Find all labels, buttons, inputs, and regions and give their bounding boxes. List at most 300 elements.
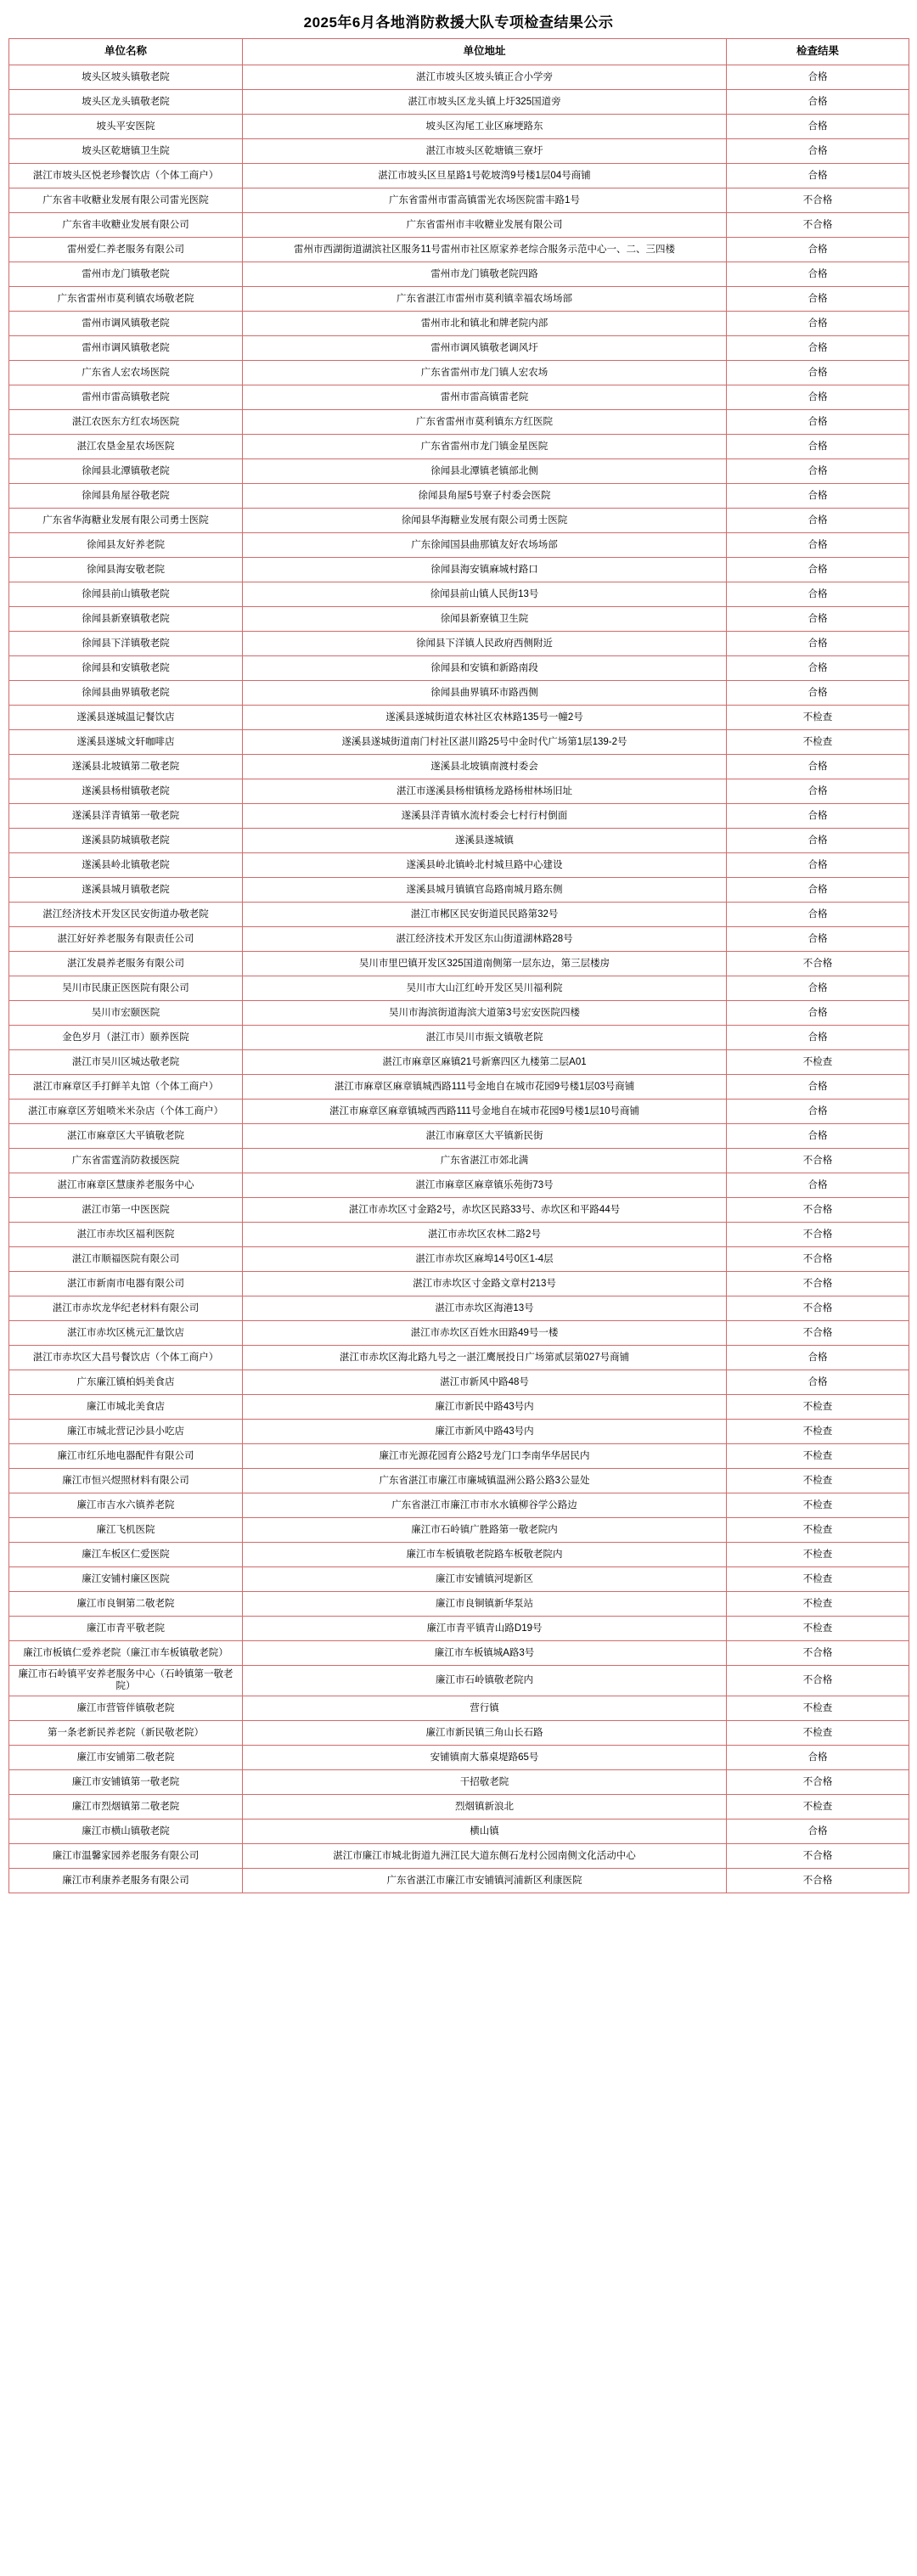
cell-unit-name: 湛江市赤坎龙华纪老材料有限公司 [9, 1296, 243, 1321]
table-header [9, 39, 909, 65]
cell-result: 不合格 [727, 1769, 909, 1794]
cell-unit-name: 徐闻县前山镇敬老院 [9, 582, 243, 607]
column-header-unit-name: 单位名称 [9, 39, 243, 65]
table-header-row [9, 39, 909, 65]
cell-unit-name: 广东省丰收糖业发展有限公司雷光医院 [9, 188, 243, 213]
cell-unit-name: 吴川市民康正医医院有限公司 [9, 976, 243, 1001]
cell-unit-name: 徐闻县下洋镇敬老院 [9, 632, 243, 656]
cell-result: 不检查 [727, 1696, 909, 1720]
cell-unit-name: 湛江市第一中医医院 [9, 1198, 243, 1223]
cell-unit-name: 廉江市恒兴煜照材料有限公司 [9, 1469, 243, 1493]
column-header-result: 检查结果 [727, 39, 909, 65]
cell-result: 不合格 [727, 1272, 909, 1296]
cell-unit-name: 廉江市安铺镇第一敬老院 [9, 1769, 243, 1794]
cell-unit-name: 湛江经济技术开发区民安街道办敬老院 [9, 903, 243, 927]
table-row [9, 755, 909, 779]
cell-unit-name: 金色岁月（湛江市）颐养医院 [9, 1026, 243, 1050]
cell-unit-name: 遂溪县遂城温记餐饮店 [9, 706, 243, 730]
cell-unit-name: 廉江市板镇仁爱养老院（廉江市车板镇敬老院） [9, 1641, 243, 1666]
cell-unit-address: 湛江市坡头区龙头镇上圩325国道旁 [243, 90, 727, 115]
cell-unit-address: 徐闻县华海糖业发展有限公司勇士医院 [243, 509, 727, 533]
cell-unit-name: 雷州市调风镇敬老院 [9, 336, 243, 361]
cell-unit-address: 遂溪县遂城街道农林社区农林路135号一幢2号 [243, 706, 727, 730]
cell-unit-name: 遂溪县岭北镇敬老院 [9, 853, 243, 878]
table-row [9, 139, 909, 164]
table-row [9, 1592, 909, 1617]
table-row [9, 361, 909, 385]
cell-result: 不检查 [727, 1592, 909, 1617]
cell-unit-name: 徐闻县新寮镇敬老院 [9, 607, 243, 632]
table-row [9, 1223, 909, 1247]
cell-result: 不合格 [727, 1641, 909, 1666]
cell-unit-name: 坡头区乾塘镇卫生院 [9, 139, 243, 164]
cell-unit-address: 广东省湛江市雷州市莫利镇幸福农场场部 [243, 287, 727, 312]
cell-unit-name: 廉江市石岭镇平安养老服务中心（石岭镇第一敬老院） [9, 1666, 243, 1696]
cell-result: 合格 [727, 1075, 909, 1100]
table-row [9, 1769, 909, 1794]
table-row [9, 385, 909, 410]
table-row [9, 262, 909, 287]
cell-unit-address: 雷州市雷高镇雷老院 [243, 385, 727, 410]
cell-result: 合格 [727, 90, 909, 115]
table-row [9, 484, 909, 509]
table-row [9, 164, 909, 188]
table-row [9, 804, 909, 829]
cell-result: 不合格 [727, 1149, 909, 1173]
table-row [9, 681, 909, 706]
cell-unit-address: 营行镇 [243, 1696, 727, 1720]
cell-unit-name: 廉江市烈烟镇第二敬老院 [9, 1794, 243, 1819]
cell-result: 合格 [727, 632, 909, 656]
table-row [9, 1198, 909, 1223]
cell-unit-address: 湛江经济技术开发区东山街道湖林路28号 [243, 927, 727, 952]
cell-unit-name: 徐闻县角屋谷敬老院 [9, 484, 243, 509]
cell-unit-address: 廉江市良铜镇新华泵站 [243, 1592, 727, 1617]
cell-result: 合格 [727, 312, 909, 336]
cell-result: 不检查 [727, 1543, 909, 1567]
cell-unit-address: 广东省雷州市莫利镇东方红医院 [243, 410, 727, 435]
cell-result: 不检查 [727, 1469, 909, 1493]
cell-result: 合格 [727, 1001, 909, 1026]
table-row [9, 213, 909, 238]
cell-result: 合格 [727, 336, 909, 361]
inspection-results-table [8, 38, 909, 1893]
cell-result: 合格 [727, 878, 909, 903]
cell-result: 合格 [727, 65, 909, 90]
cell-result: 合格 [727, 509, 909, 533]
cell-result: 合格 [727, 607, 909, 632]
cell-unit-address: 廉江市车板镇敬老院路车板敬老院内 [243, 1543, 727, 1567]
cell-unit-name: 廉江市红乐地电器配件有限公司 [9, 1444, 243, 1469]
table-row [9, 656, 909, 681]
cell-unit-address: 廉江市车板镇城A路3号 [243, 1641, 727, 1666]
table-row [9, 730, 909, 755]
table-row [9, 1296, 909, 1321]
cell-unit-address: 雷州市北和镇北和牌老院内部 [243, 312, 727, 336]
cell-result: 不合格 [727, 1843, 909, 1868]
table-row [9, 1493, 909, 1518]
cell-result: 合格 [727, 1745, 909, 1769]
cell-unit-name: 廉江市城北美食店 [9, 1395, 243, 1420]
cell-unit-address: 吴川市海滨街道海滨大道第3号宏安医院四楼 [243, 1001, 727, 1026]
cell-unit-address: 遂溪县北坡镇南渡村委会 [243, 755, 727, 779]
cell-unit-address: 广东省湛江市廉江市市水水镇柳谷学公路边 [243, 1493, 727, 1518]
cell-result: 合格 [727, 238, 909, 262]
table-row [9, 65, 909, 90]
cell-unit-name: 坡头平安医院 [9, 115, 243, 139]
cell-result: 不检查 [727, 1720, 909, 1745]
table-row [9, 287, 909, 312]
cell-result: 不检查 [727, 1050, 909, 1075]
cell-unit-name: 雷州市调风镇敬老院 [9, 312, 243, 336]
cell-result: 不检查 [727, 706, 909, 730]
cell-unit-address: 湛江市麻章区麻章镇城西路111号金地自在城市花园9号楼1层03号商铺 [243, 1075, 727, 1100]
cell-unit-name: 遂溪县遂城文轩咖啡店 [9, 730, 243, 755]
cell-unit-address: 徐闻县海安镇麻城村路口 [243, 558, 727, 582]
cell-unit-address: 湛江市廉江市城北街道九洲江民大道东侧石龙村公园南侧文化活动中心 [243, 1843, 727, 1868]
table-row [9, 976, 909, 1001]
cell-result: 合格 [727, 385, 909, 410]
cell-unit-name: 遂溪县杨柑镇敬老院 [9, 779, 243, 804]
cell-unit-name: 吴川市宏颐医院 [9, 1001, 243, 1026]
cell-unit-address: 徐闻县前山镇人民街13号 [243, 582, 727, 607]
table-row [9, 459, 909, 484]
cell-unit-address: 雷州市西湖街道湖滨社区服务11号雷州市社区原家养老综合服务示范中心一、二、三四楼 [243, 238, 727, 262]
cell-result: 不合格 [727, 1247, 909, 1272]
table-row [9, 779, 909, 804]
cell-result: 合格 [727, 853, 909, 878]
table-row [9, 1696, 909, 1720]
cell-unit-address: 湛江市赤坎区农林二路2号 [243, 1223, 727, 1247]
table-row [9, 1720, 909, 1745]
table-row [9, 1173, 909, 1198]
cell-result: 合格 [727, 804, 909, 829]
cell-result: 合格 [727, 1124, 909, 1149]
cell-unit-name: 湛江市赤坎区福利医院 [9, 1223, 243, 1247]
cell-unit-address: 徐闻县下洋镇人民政府西侧附近 [243, 632, 727, 656]
cell-unit-name: 广东省雷霆消防救援医院 [9, 1149, 243, 1173]
cell-unit-address: 湛江市赤坎区麻埠14号0区1-4层 [243, 1247, 727, 1272]
cell-unit-name: 遂溪县防城镇敬老院 [9, 829, 243, 853]
cell-unit-name: 湛江市麻章区大平镇敬老院 [9, 1124, 243, 1149]
cell-result: 合格 [727, 656, 909, 681]
cell-unit-name: 第一条老新民养老院（新民敬老院） [9, 1720, 243, 1745]
table-row [9, 927, 909, 952]
cell-result: 不检查 [727, 1567, 909, 1592]
table-row [9, 533, 909, 558]
cell-unit-name: 遂溪县城月镇敬老院 [9, 878, 243, 903]
cell-unit-name: 遂溪县北坡镇第二敬老院 [9, 755, 243, 779]
table-row [9, 410, 909, 435]
table-row [9, 903, 909, 927]
table-row [9, 1149, 909, 1173]
cell-result: 合格 [727, 484, 909, 509]
cell-unit-address: 湛江市赤坎区寸金路2号，赤坎区民路33号、赤坎区和平路44号 [243, 1198, 727, 1223]
cell-result: 不合格 [727, 1321, 909, 1346]
table-row [9, 853, 909, 878]
cell-result: 合格 [727, 361, 909, 385]
cell-unit-address: 湛江市麻章区大平镇新民街 [243, 1124, 727, 1149]
cell-unit-name: 湛江发晨养老服务有限公司 [9, 952, 243, 976]
cell-unit-address: 湛江市坡头区坡头镇正合小学旁 [243, 65, 727, 90]
cell-result: 合格 [727, 1100, 909, 1124]
cell-result: 合格 [727, 558, 909, 582]
table-row [9, 706, 909, 730]
cell-unit-address: 廉江市新风中路43号内 [243, 1420, 727, 1444]
cell-unit-name: 廉江安铺村廉区医院 [9, 1567, 243, 1592]
cell-unit-name: 徐闻县海安敬老院 [9, 558, 243, 582]
cell-unit-name: 廉江市吉水六镇养老院 [9, 1493, 243, 1518]
table-row [9, 1843, 909, 1868]
cell-unit-address: 湛江市赤坎区寸金路文章村213号 [243, 1272, 727, 1296]
table-row [9, 238, 909, 262]
cell-result: 不合格 [727, 188, 909, 213]
cell-result: 合格 [727, 1346, 909, 1370]
cell-unit-name: 廉江市横山镇敬老院 [9, 1819, 243, 1843]
cell-result: 合格 [727, 287, 909, 312]
table-row [9, 1543, 909, 1567]
cell-unit-address: 廉江市石岭镇广胜路第一敬老院内 [243, 1518, 727, 1543]
cell-unit-name: 湛江好好养老服务有限责任公司 [9, 927, 243, 952]
table-row [9, 1001, 909, 1026]
table-row [9, 1420, 909, 1444]
table-row [9, 336, 909, 361]
cell-unit-name: 廉江市营管伴镇敬老院 [9, 1696, 243, 1720]
cell-result: 合格 [727, 1173, 909, 1198]
table-row [9, 1026, 909, 1050]
cell-unit-address: 吴川市里巴镇开发区325国道南侧第一层东边，第三层楼房 [243, 952, 727, 976]
cell-unit-address: 湛江市赤坎区百姓水田路49号一楼 [243, 1321, 727, 1346]
cell-unit-name: 雷州市雷高镇敬老院 [9, 385, 243, 410]
cell-unit-address: 廉江市石岭镇敬老院内 [243, 1666, 727, 1696]
cell-unit-address: 烈烟镇新浪北 [243, 1794, 727, 1819]
cell-unit-address: 广东省雷州市丰收糖业发展有限公司 [243, 213, 727, 238]
cell-unit-address: 廉江市新民中路43号内 [243, 1395, 727, 1420]
cell-result: 合格 [727, 139, 909, 164]
cell-unit-name: 廉江市良铜第二敬老院 [9, 1592, 243, 1617]
table-row [9, 582, 909, 607]
cell-unit-address: 广东徐闻国县曲那镇友好农场场部 [243, 533, 727, 558]
table-row [9, 1395, 909, 1420]
cell-unit-name: 广东廉江镇柏妈美食店 [9, 1370, 243, 1395]
cell-result: 不检查 [727, 1395, 909, 1420]
table-row [9, 558, 909, 582]
cell-result: 合格 [727, 903, 909, 927]
cell-result: 合格 [727, 1370, 909, 1395]
cell-result: 不检查 [727, 1420, 909, 1444]
column-header-unit-address: 单位地址 [243, 39, 727, 65]
cell-result: 合格 [727, 755, 909, 779]
cell-result: 不检查 [727, 1493, 909, 1518]
cell-result: 合格 [727, 262, 909, 287]
cell-unit-name: 廉江飞机医院 [9, 1518, 243, 1543]
table-row [9, 829, 909, 853]
cell-unit-name: 湛江市顺福医院有限公司 [9, 1247, 243, 1272]
cell-unit-address: 干招敬老院 [243, 1769, 727, 1794]
cell-result: 不合格 [727, 1198, 909, 1223]
table-row [9, 90, 909, 115]
cell-unit-name: 湛江农垦金星农场医院 [9, 435, 243, 459]
cell-unit-name: 廉江市青平敬老院 [9, 1617, 243, 1641]
cell-result: 合格 [727, 927, 909, 952]
cell-unit-address: 遂溪县遂城街道南门村社区湛川路25号中金时代广场第1层139-2号 [243, 730, 727, 755]
table-row [9, 1745, 909, 1769]
cell-unit-name: 湛江市麻章区手打鲜羊丸馆（个体工商户） [9, 1075, 243, 1100]
cell-result: 合格 [727, 1819, 909, 1843]
cell-result: 不检查 [727, 1444, 909, 1469]
cell-result: 不检查 [727, 1794, 909, 1819]
cell-unit-address: 广东省湛江市廉江市安铺镇河浦新区利康医院 [243, 1868, 727, 1893]
cell-result: 不检查 [727, 1518, 909, 1543]
cell-unit-address: 徐闻县曲界镇环市路西侧 [243, 681, 727, 706]
cell-unit-name: 湛江市坡头区悦老珍餐饮店（个体工商户） [9, 164, 243, 188]
cell-unit-address: 廉江市光源花园育公路2号龙门口李南华华居民内 [243, 1444, 727, 1469]
cell-result: 不合格 [727, 1296, 909, 1321]
table-row [9, 1617, 909, 1641]
cell-unit-address: 雷州市龙门镇敬老院四路 [243, 262, 727, 287]
table-row [9, 435, 909, 459]
table-row [9, 1370, 909, 1395]
table-row [9, 1819, 909, 1843]
cell-unit-name: 湛江市新南市电器有限公司 [9, 1272, 243, 1296]
cell-unit-name: 雷州爱仁养老服务有限公司 [9, 238, 243, 262]
cell-unit-name: 遂溪县洋青镇第一敬老院 [9, 804, 243, 829]
cell-result: 合格 [727, 459, 909, 484]
table-row [9, 1868, 909, 1893]
cell-unit-address: 廉江市青平镇青山路D19号 [243, 1617, 727, 1641]
cell-unit-address: 广东省雷州市龙门镇金星医院 [243, 435, 727, 459]
cell-result: 合格 [727, 829, 909, 853]
cell-result: 合格 [727, 533, 909, 558]
cell-result: 合格 [727, 582, 909, 607]
cell-unit-name: 广东省人宏农场医院 [9, 361, 243, 385]
cell-unit-address: 雷州市调风镇敬老调风圩 [243, 336, 727, 361]
cell-result: 不检查 [727, 1617, 909, 1641]
cell-unit-address: 徐闻县角屋5号寮子村委会医院 [243, 484, 727, 509]
cell-result: 合格 [727, 779, 909, 804]
cell-unit-name: 廉江市温馨家园养老服务有限公司 [9, 1843, 243, 1868]
table-row [9, 1100, 909, 1124]
cell-unit-address: 湛江市赤坎区海港13号 [243, 1296, 727, 1321]
cell-unit-address: 廉江市安铺镇河堤新区 [243, 1567, 727, 1592]
cell-unit-address: 广东省湛江市廉江市廉城镇温洲公路公路3公显处 [243, 1469, 727, 1493]
cell-unit-name: 廉江市利康养老服务有限公司 [9, 1868, 243, 1893]
cell-unit-name: 徐闻县北潭镇敬老院 [9, 459, 243, 484]
cell-unit-address: 广东省湛江市郊北满 [243, 1149, 727, 1173]
cell-result: 合格 [727, 115, 909, 139]
cell-unit-name: 坡头区坡头镇敬老院 [9, 65, 243, 90]
cell-unit-address: 遂溪县岭北镇岭北村城旦路中心建设 [243, 853, 727, 878]
cell-unit-address: 湛江市新风中路48号 [243, 1370, 727, 1395]
table-row [9, 1272, 909, 1296]
cell-result: 合格 [727, 1026, 909, 1050]
cell-unit-name: 湛江市赤坎区桃元汇量饮店 [9, 1321, 243, 1346]
cell-unit-name: 湛江市麻章区芳姐喷米米杂店（个体工商户） [9, 1100, 243, 1124]
table-body [9, 65, 909, 1893]
cell-unit-address: 湛江市坡头区旦星路1号乾坡湾9号楼1层04号商铺 [243, 164, 727, 188]
cell-unit-address: 安铺镇南大慕桌堤路65号 [243, 1745, 727, 1769]
cell-unit-name: 徐闻县和安镇敬老院 [9, 656, 243, 681]
cell-unit-name: 湛江市麻章区慧康养老服务中心 [9, 1173, 243, 1198]
cell-unit-name: 广东省华海糖业发展有限公司勇士医院 [9, 509, 243, 533]
table-row [9, 1641, 909, 1666]
cell-unit-name: 坡头区龙头镇敬老院 [9, 90, 243, 115]
cell-unit-name: 湛江市吴川区城达敬老院 [9, 1050, 243, 1075]
cell-unit-address: 湛江市吴川市振文镇敬老院 [243, 1026, 727, 1050]
cell-result: 不合格 [727, 1223, 909, 1247]
table-row [9, 1666, 909, 1696]
cell-unit-name: 徐闻县友好养老院 [9, 533, 243, 558]
cell-unit-address: 湛江市麻章区麻镇21号新寨四区九楼第二层A01 [243, 1050, 727, 1075]
table-row [9, 312, 909, 336]
cell-result: 不合格 [727, 1666, 909, 1696]
cell-unit-address: 湛江市遂溪县杨柑镇杨龙路杨柑林场旧址 [243, 779, 727, 804]
cell-result: 合格 [727, 164, 909, 188]
cell-unit-name: 徐闻县曲界镇敬老院 [9, 681, 243, 706]
cell-unit-name: 雷州市龙门镇敬老院 [9, 262, 243, 287]
cell-unit-address: 吴川市大山江红岭开发区吴川福利院 [243, 976, 727, 1001]
cell-unit-address: 坡头区沟尾工业区麻埂路东 [243, 115, 727, 139]
cell-result: 不检查 [727, 730, 909, 755]
cell-unit-address: 广东省雷州市龙门镇人宏农场 [243, 361, 727, 385]
cell-result: 合格 [727, 435, 909, 459]
cell-unit-address: 遂溪县城月镇镇官岛路南城月路东侧 [243, 878, 727, 903]
table-row [9, 188, 909, 213]
cell-result: 合格 [727, 410, 909, 435]
table-row [9, 607, 909, 632]
cell-result: 合格 [727, 681, 909, 706]
cell-unit-address: 湛江市麻章区麻章镇城西西路111号金地自在城市花园9号楼1层10号商铺 [243, 1100, 727, 1124]
cell-unit-address: 湛江市赤坎区海北路九号之一湛江鹰展投日广场第贰层第027号商铺 [243, 1346, 727, 1370]
cell-unit-name: 广东省丰收糖业发展有限公司 [9, 213, 243, 238]
cell-unit-address: 徐闻县和安镇和新路南段 [243, 656, 727, 681]
cell-unit-address: 廉江市新民镇三角山长石路 [243, 1720, 727, 1745]
table-row [9, 632, 909, 656]
cell-unit-address: 湛江市麻章区麻章镇乐苑街73号 [243, 1173, 727, 1198]
cell-unit-name: 广东省雷州市莫利镇农场敬老院 [9, 287, 243, 312]
cell-result: 不合格 [727, 213, 909, 238]
cell-result: 合格 [727, 976, 909, 1001]
cell-unit-address: 徐闻县新寮镇卫生院 [243, 607, 727, 632]
cell-unit-address: 徐闻县北潭镇老镇部北侧 [243, 459, 727, 484]
cell-unit-name: 廉江车板区仁爱医院 [9, 1543, 243, 1567]
cell-unit-name: 湛江市赤坎区大昌号餐饮店（个体工商户） [9, 1346, 243, 1370]
cell-result: 不合格 [727, 1868, 909, 1893]
cell-unit-name: 湛江农医东方红农场医院 [9, 410, 243, 435]
table-row [9, 878, 909, 903]
table-row [9, 1124, 909, 1149]
cell-unit-address: 横山镇 [243, 1819, 727, 1843]
table-row [9, 115, 909, 139]
table-row [9, 1518, 909, 1543]
cell-unit-name: 廉江市安铺第二敬老院 [9, 1745, 243, 1769]
cell-unit-address: 湛江市坡头区乾塘镇三寮圩 [243, 139, 727, 164]
table-row [9, 1050, 909, 1075]
cell-unit-address: 广东省雷州市雷高镇雷光农场医院雷丰路1号 [243, 188, 727, 213]
table-row [9, 1247, 909, 1272]
cell-unit-address: 湛江市郴区民安街道民民路第32号 [243, 903, 727, 927]
cell-unit-address: 遂溪县洋青镇水流村委会七村行村倒面 [243, 804, 727, 829]
table-row [9, 1567, 909, 1592]
table-row [9, 509, 909, 533]
table-row [9, 1794, 909, 1819]
table-row [9, 1346, 909, 1370]
table-row [9, 1321, 909, 1346]
table-row [9, 952, 909, 976]
page-title: 2025年6月各地消防救援大队专项检查结果公示 [303, 14, 614, 31]
cell-unit-address: 遂溪县遂城镇 [243, 829, 727, 853]
cell-result: 不合格 [727, 952, 909, 976]
